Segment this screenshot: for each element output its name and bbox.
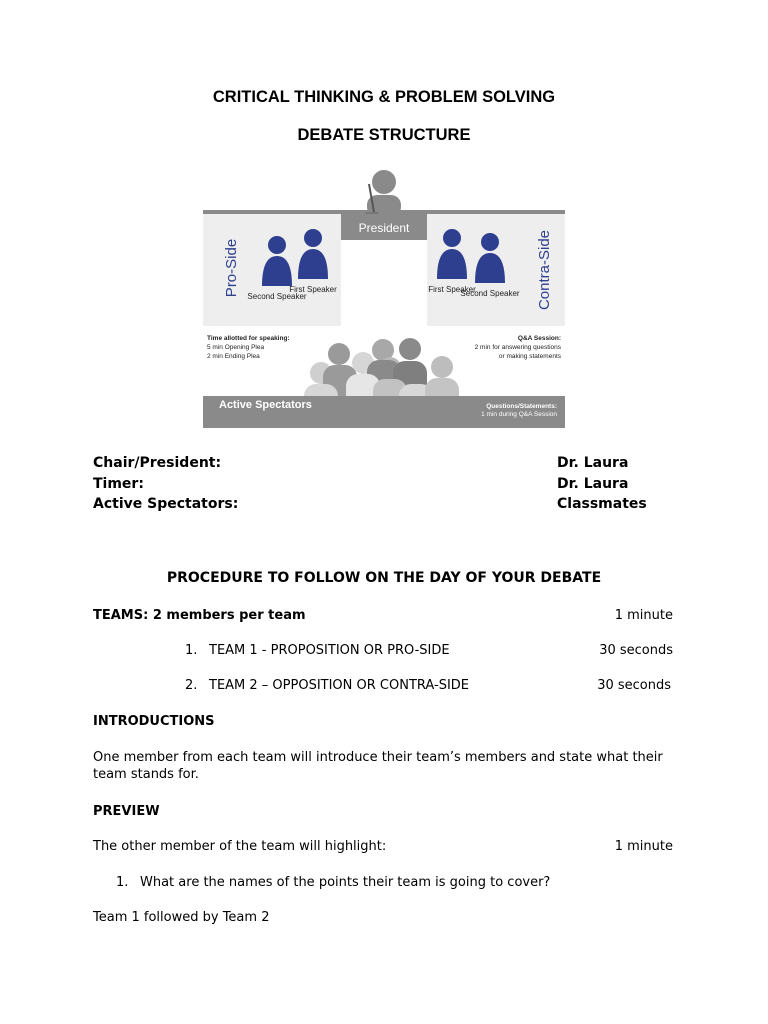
preview-item-number: 1. [116,875,129,890]
team-item-text: TEAM 1 - PROPOSITION OR PRO-SIDE [209,643,450,658]
qa-title: Q&A Session: [517,335,561,342]
preview-item-text: What are the names of the points their team is going to cover? [140,875,551,890]
time-note-title: Time allotted for speaking: [207,335,290,342]
role-label: Timer: [93,476,144,492]
questions-title: Questions/Statements: [486,403,557,410]
president-figure-icon [365,170,401,218]
role-label: Chair/President: [93,455,222,471]
qa-line-2: or making statements [498,353,561,360]
document-title: CRITICAL THINKING & PROBLEM SOLVING [212,88,556,106]
debate-diagram-svg [203,168,565,430]
introductions-text: One member from each team will introduce their team’s members and state what their [93,750,663,765]
pro-second-speaker-label: Second Speaker [247,292,307,301]
role-value: Dr. Laura [557,476,629,492]
preview-text: The other member of the team will highlight: [93,839,387,854]
preview-heading: PREVIEW [93,804,160,819]
preview-time: 1 minute [614,839,673,854]
contra-second-speaker-label: Second Speaker [460,289,520,298]
pro-first-speaker-label: First Speaker [289,285,337,294]
questions-line: 1 min during Q&A Session [481,411,557,418]
time-note-line-1: 5 min Opening Plea [207,344,265,351]
spectators-label: Active Spectators [219,399,312,411]
introductions-heading: INTRODUCTIONS [93,714,215,729]
team-item-number: 1. [185,643,198,658]
qa-line-1: 2 min for answering questions [474,344,561,351]
pro-side-label: Pro-Side [223,238,240,298]
role-value: Dr. Laura [557,455,629,471]
introductions-text: team stands for. [93,767,199,782]
order-note: Team 1 followed by Team 2 [93,910,270,925]
president-label: President [358,221,410,235]
team-item-time: 30 seconds [599,643,673,658]
procedure-heading: PROCEDURE TO FOLLOW ON THE DAY OF YOUR DEBATE [166,570,602,586]
teams-label: TEAMS: 2 members per team [93,608,306,623]
role-label: Active Spectators: [93,496,239,512]
contra-first-speaker-label: First Speaker [428,285,476,294]
team-item-time: 30 seconds [597,678,671,693]
team-item-text: TEAM 2 – OPPOSITION OR CONTRA-SIDE [209,678,470,693]
role-value: Classmates [557,496,647,512]
debate-structure-diagram [203,168,565,430]
team-item-number: 2. [185,678,198,693]
contra-side-label: Contra-Side [536,229,553,311]
document-subtitle: DEBATE STRUCTURE [297,126,471,144]
time-note-line-2: 2 min Ending Plea [207,353,260,360]
teams-time: 1 minute [614,608,673,623]
